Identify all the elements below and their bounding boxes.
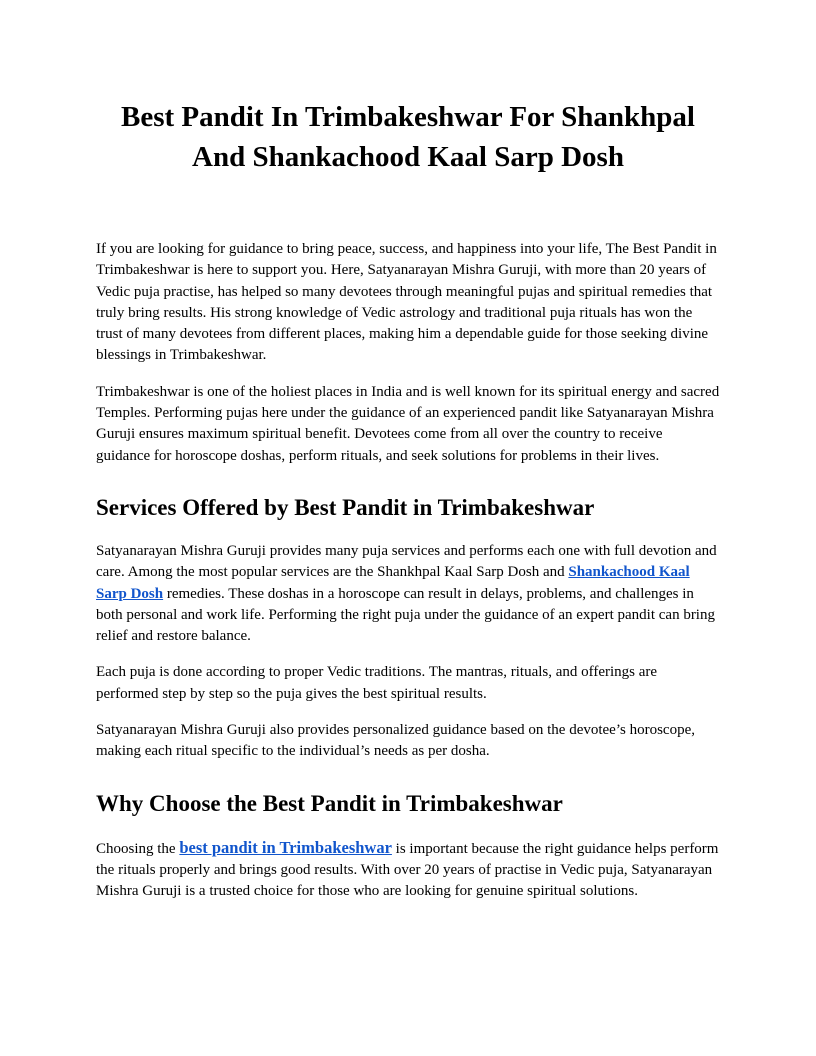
page-title: Best Pandit In Trimbakeshwar For Shankhpal And Shankachood Kaal Sarp Dosh — [121, 101, 695, 173]
services-paragraph-3: Satyanarayan Mishra Guruji also provides personalized guidance based on the devotee’s horoscope, making each ritual specific to the individual’s needs as per dosha. — [96, 722, 695, 760]
why-p1-text-before: Choosing the — [96, 840, 180, 857]
best-pandit-link[interactable]: best pandit in Trimbakeshwar — [179, 837, 392, 857]
services-paragraph-1 — [96, 541, 720, 647]
shankachood-kaal-sarp-dosh-link[interactable]: Shankachood Kaal Sarp Dosh — [96, 564, 690, 602]
why-p1-text-after: is important because the right guidance helps perform the rituals properly and brings good results. With over 20 years of practise in Vedic puja, Satyanarayan Mishra Guruji is a trusted choice for those who are looking for genuine spiritual solutions. — [96, 840, 719, 900]
intro-paragraph-1: If you are looking for guidance to bring peace, success, and happiness into your life, The Best Pandit in Trimbakeshwar is here to support you. Here, Satyanarayan Mishra Guruji, with more than 20 years of Vedic puja practise, has helped so many devotees through meaningful pujas and spiritual remedies that truly bring results. His strong knowledge of Vedic astrology and traditional puja rituals has won the trust of many devotees from different places, making him a dependable guide for those seeking divine blessings in Trimbakeshwar. — [96, 241, 717, 364]
services-heading: Services Offered by Best Pandit in Trimbakeshwar — [96, 494, 595, 520]
services-p1-text-after: remedies. These doshas in a horoscope can result in delays, problems, and challenges in both personal and work life. Performing the right puja under the guidance of an expert pandit can bring relief and restore balance. — [96, 585, 715, 645]
why-choose-heading: Why Choose the Best Pandit in Trimbakeshwar — [96, 790, 563, 816]
services-paragraph-2: Each puja is done according to proper Vedic traditions. The mantras, rituals, and offerings are performed step by step so the puja gives the best spiritual results. — [96, 664, 658, 702]
services-p1-text-before: Satyanarayan Mishra Guruji provides many puja services and performs each one with full devotion and care. Among the most popular services are the Shankhpal Kaal Sarp Dosh and — [96, 542, 717, 581]
intro-paragraph-2: Trimbakeshwar is one of the holiest places in India and is well known for its spiritual energy and sacred Temples. Performing pujas here under the guidance of an experienced pandit like Satyanarayan Mishra Guruji ensures maximum spiritual benefit. Devotees come from all over the country to receive guidance for horoscope doshas, perform rituals, and seek solutions for problems in their lives. — [96, 383, 720, 464]
why-paragraph-1 — [96, 837, 720, 903]
